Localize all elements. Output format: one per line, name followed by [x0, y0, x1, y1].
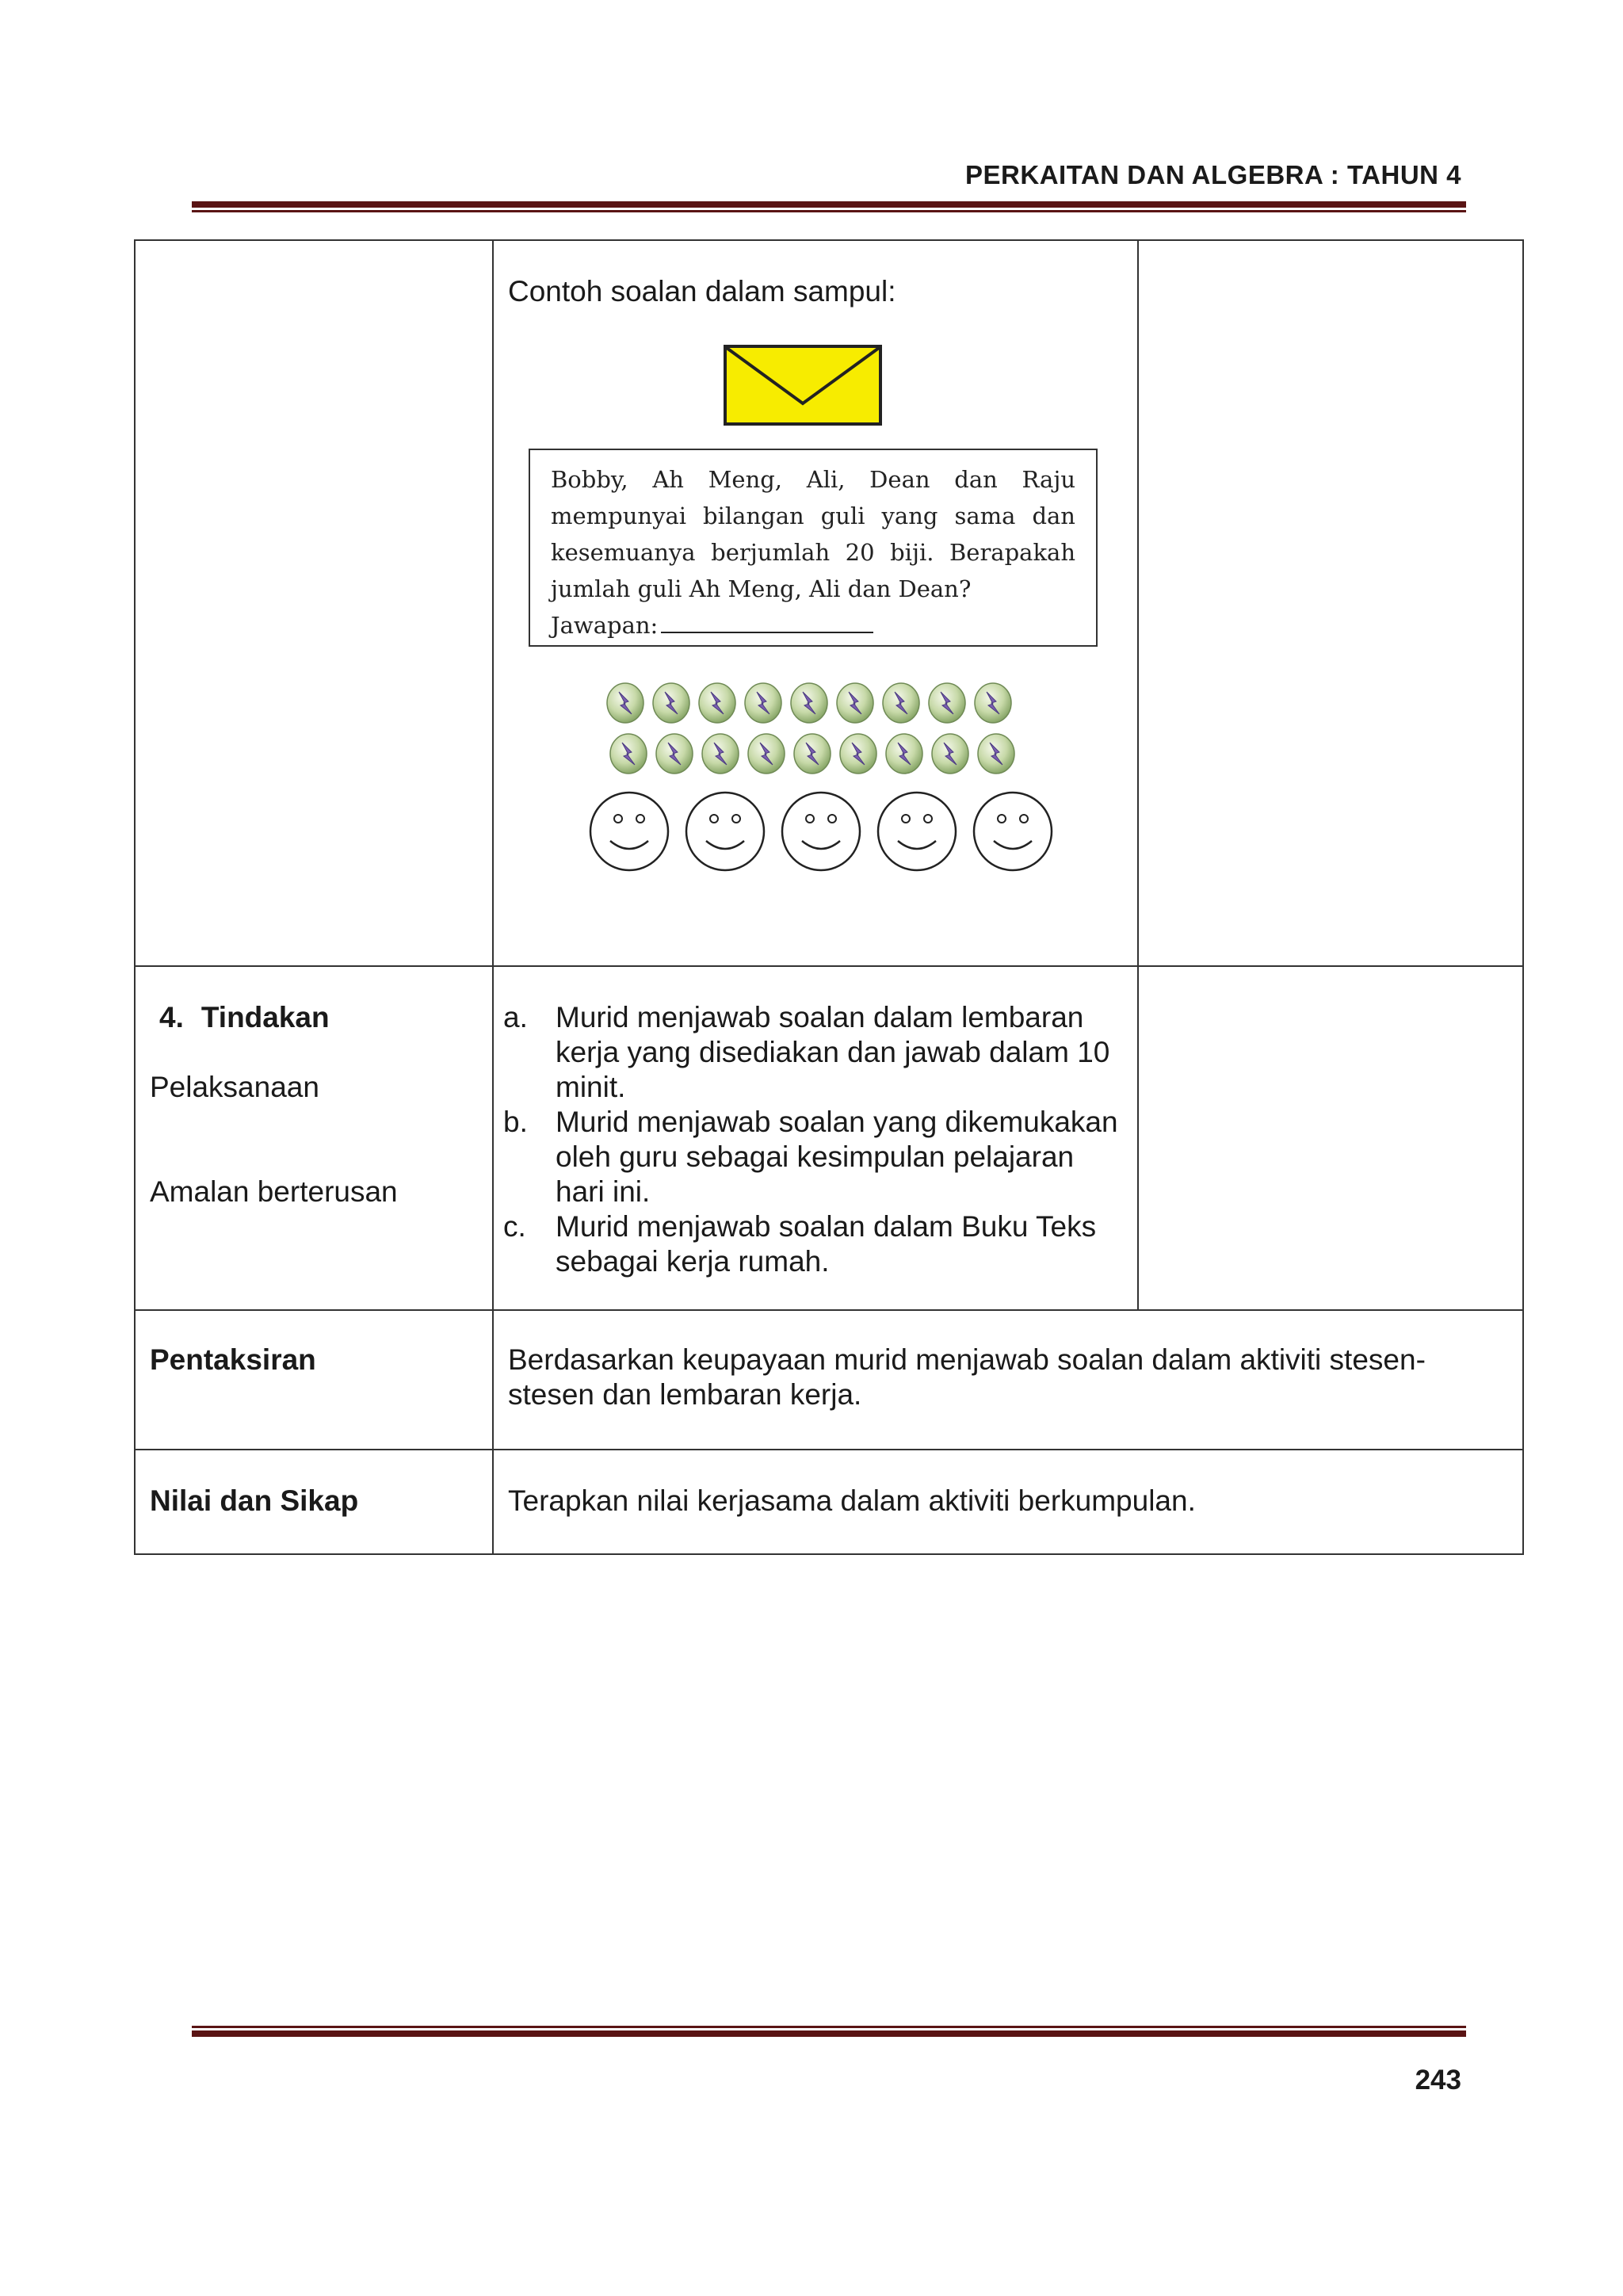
- marble-icon: [838, 732, 879, 776]
- marble-icon: [697, 681, 738, 725]
- marble-icon: [746, 732, 787, 776]
- assessment-label-cell: [135, 1310, 493, 1450]
- list-item: a. Murid menjawab soalan dalam lembaran kerja yang disediakan dan jawab dalam 10 minit.: [503, 1001, 1110, 1103]
- stage-number: 4.: [159, 1001, 184, 1033]
- stage-steps-cell: [493, 966, 1138, 1310]
- table-row: [135, 966, 1523, 1310]
- empty-notes-cell: [1138, 966, 1523, 1310]
- marble-icon: [792, 732, 833, 776]
- values-text: Terapkan nilai kerjasama dalam aktiviti berkumpulan.: [508, 1484, 1196, 1517]
- envelope-icon: [724, 345, 882, 426]
- marble-icon: [926, 681, 968, 725]
- smiley-faces-group: [586, 789, 1069, 873]
- marble-row: [605, 732, 1048, 782]
- stage-sublabel-implementation: Pelaksanaan: [150, 1071, 319, 1103]
- answer-label: Jawapan:: [551, 612, 659, 639]
- header-title: PERKAITAN DAN ALGEBRA : TAHUN 4: [965, 160, 1461, 189]
- steps-list: [503, 1000, 1123, 1279]
- marbles-group: [605, 681, 1048, 782]
- smiley-face-icon: [590, 793, 668, 870]
- marble-icon: [972, 681, 1014, 725]
- stage-title: Tindakan: [200, 1001, 330, 1033]
- marble-icon: [789, 681, 830, 725]
- marble-icon: [651, 681, 692, 725]
- marble-icon: [743, 681, 784, 725]
- footer-rule: [192, 2026, 1466, 2037]
- stage-heading: [150, 1000, 478, 1035]
- marble-icon: [654, 732, 695, 776]
- stage-label-cell: [135, 966, 493, 1310]
- header-rule: [192, 201, 1466, 212]
- marble-icon: [880, 681, 922, 725]
- marble-icon: [930, 732, 971, 776]
- marble-icon: [834, 681, 876, 725]
- smiley-face-icon: [974, 793, 1052, 870]
- marble-icon: [608, 732, 649, 776]
- values-label: Nilai dan Sikap: [150, 1484, 359, 1517]
- smiley-face-icon: [878, 793, 956, 870]
- question-text: Bobby, Ah Meng, Ali, Dean dan Raju mempunyai bilangan guli yang sama dan kesemuanya berjumlah 20 biji. Berapakah jumlah guli Ah Meng, Ali dan Dean?: [551, 466, 1075, 602]
- stage-sublabel-continuous: Amalan berterusan: [150, 1175, 398, 1208]
- table-row: [135, 1310, 1523, 1450]
- page-number: 243: [1415, 2065, 1461, 2095]
- smiley-face-icon: [782, 793, 860, 870]
- values-text-cell: [493, 1450, 1523, 1554]
- example-cell: [493, 240, 1138, 966]
- empty-notes-cell: [1138, 240, 1523, 966]
- lesson-table: [134, 239, 1524, 1555]
- smiley-face-icon: [686, 793, 764, 870]
- empty-label-cell: [135, 240, 493, 966]
- list-item: c. Murid menjawab soalan dalam Buku Teks sebagai kerja rumah.: [503, 1210, 1097, 1278]
- table-row: [135, 240, 1523, 966]
- values-label-cell: [135, 1450, 493, 1554]
- assessment-label: Pentaksiran: [150, 1343, 316, 1376]
- list-item: b. Murid menjawab soalan yang dikemukakan oleh guru sebagai kesimpulan pelajaran hari ini.: [503, 1106, 1118, 1208]
- question-box: [529, 449, 1098, 647]
- marble-icon: [605, 681, 646, 725]
- marble-row: [605, 681, 1048, 732]
- example-intro: Contoh soalan dalam sampul:: [508, 275, 896, 308]
- marble-icon: [700, 732, 741, 776]
- table-row: [135, 1450, 1523, 1554]
- assessment-text-cell: [493, 1310, 1523, 1450]
- answer-blank: [661, 609, 873, 633]
- assessment-text: Berdasarkan keupayaan murid menjawab soalan dalam aktiviti stesen-stesen dan lembaran kerja.: [508, 1343, 1426, 1411]
- marble-icon: [976, 732, 1017, 776]
- marble-icon: [884, 732, 925, 776]
